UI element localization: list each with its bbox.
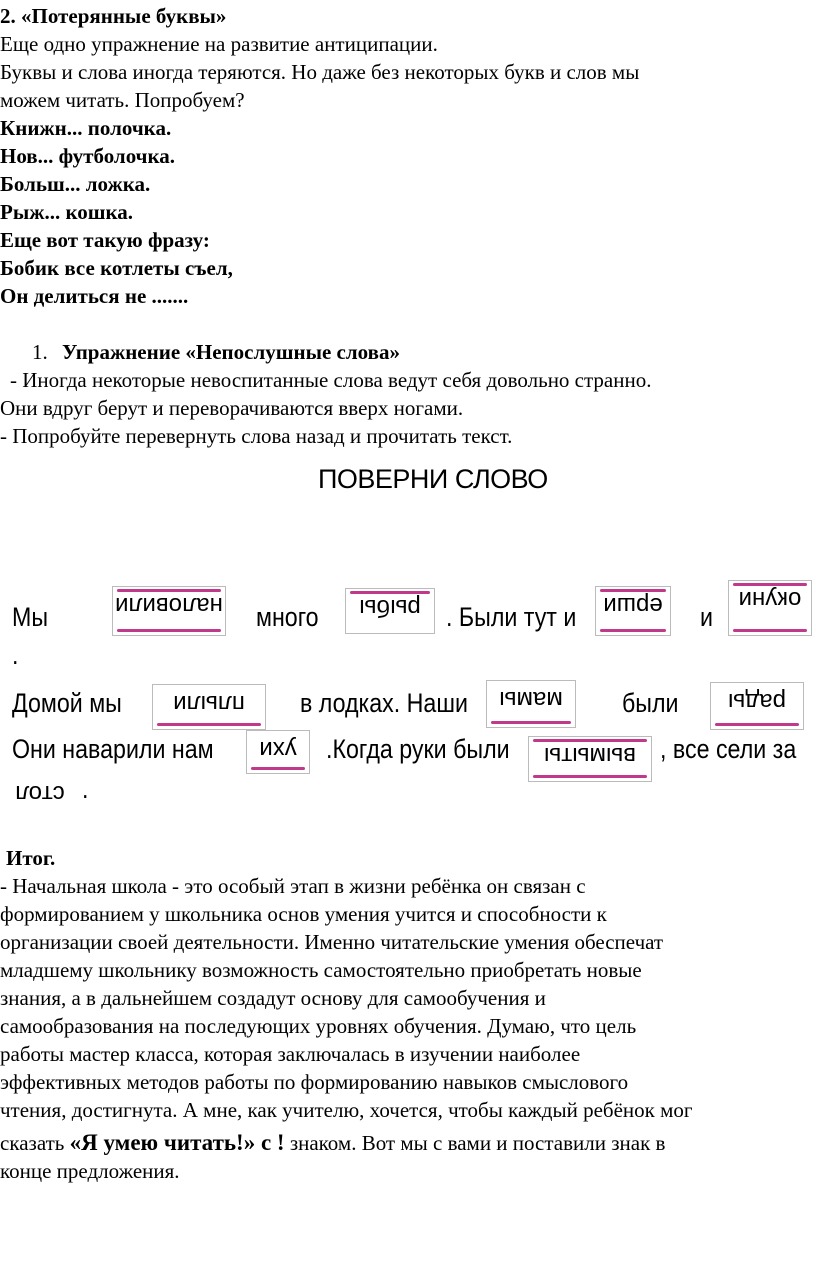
worksheet-text: . <box>82 774 89 804</box>
section-heading-naughty-words: Упражнение «Непослушные слова» <box>62 340 400 364</box>
paragraph: - Попробуйте перевернуть слова назад и прочитать текст. <box>0 424 513 448</box>
paragraph: младшему школьнику возможность самостоятельно приобретать новые <box>0 958 642 982</box>
word-card <box>112 586 226 636</box>
flipped-word: окуни <box>738 586 802 613</box>
exercise-item: Нов... футболочка. <box>0 144 176 168</box>
paragraph <box>0 1129 665 1157</box>
paragraph: - Иногда некоторые невоспитанные слова ведут себя довольно странно. <box>10 368 652 392</box>
paragraph: можем читать. Попробуем? <box>0 88 245 112</box>
flipped-word: рады <box>728 688 786 715</box>
paragraph: формированием у школьника основ умения учится и способности к <box>0 902 607 926</box>
exercise-item: Больш... ложка. <box>0 172 151 196</box>
exercise-item: Бобик все котлеты съел, <box>0 256 233 280</box>
worksheet-text: Они наварили нам <box>12 734 214 764</box>
flipped-word: вымыты <box>544 742 636 769</box>
text-span: знаком. Вот мы с вами и поставили знак в <box>284 1131 666 1155</box>
flipped-word: ухи <box>259 736 297 763</box>
exercise-item: Книжн... полочка. <box>0 116 172 140</box>
flipped-word: ерши <box>603 592 663 619</box>
worksheet-image <box>0 456 816 816</box>
paragraph: работы мастер класса, которая заключалась в изучении наиболее <box>0 1042 581 1066</box>
word-card <box>728 580 812 636</box>
paragraph: организации своей деятельности. Именно читательские умения обеспечат <box>0 930 664 954</box>
worksheet-text: и <box>700 602 713 632</box>
paragraph: эффективных методов работы по формированию навыков смыслового <box>0 1070 629 1094</box>
word-card <box>528 736 652 782</box>
section-heading-summary: Итог. <box>6 846 56 870</box>
word-card <box>710 682 804 730</box>
worksheet-text: Мы <box>12 602 49 632</box>
list-number: 1. <box>32 340 48 364</box>
worksheet-text: Домой мы <box>12 688 122 718</box>
paragraph: самообразования на последующих уровнях обучения. Думаю, что цель <box>0 1014 637 1038</box>
flipped-word: рыбы <box>359 594 421 621</box>
flipped-word: мамы <box>499 686 563 713</box>
paragraph: конце предложения. <box>0 1159 180 1183</box>
word-card <box>345 588 435 634</box>
flipped-word: плыли <box>173 690 245 717</box>
word-card <box>246 730 310 774</box>
paragraph: Они вдруг берут и переворачиваются вверх ногами. <box>0 396 464 420</box>
word-card <box>152 684 266 730</box>
worksheet-title: ПОВЕРНИ СЛОВО <box>318 464 548 494</box>
section-heading-lost-letters: 2. «Потерянные буквы» <box>0 4 227 28</box>
flipped-word: наловили <box>115 592 223 619</box>
flipped-word: стол <box>15 780 65 807</box>
worksheet-text: , все сели за <box>660 734 797 764</box>
worksheet-text: . Были тут и <box>446 602 577 632</box>
exercise-item: Он делиться не ....... <box>0 284 189 308</box>
paragraph: - Начальная школа - это особый этап в жизни ребёнка он связан с <box>0 874 586 898</box>
word-card <box>486 680 576 728</box>
exercise-item: Еще вот такую фразу: <box>0 228 210 252</box>
worksheet-text: много <box>256 602 319 632</box>
worksheet-text: .Когда руки были <box>326 734 510 764</box>
worksheet-text: были <box>622 688 679 718</box>
exercise-item: Рыж... кошка. <box>0 200 134 224</box>
text-span: сказать <box>0 1131 70 1155</box>
emphasis-phrase: «Я умею читать!» с ! <box>69 1130 285 1155</box>
paragraph: Буквы и слова иногда теряются. Но даже без некоторых букв и слов мы <box>0 60 640 84</box>
worksheet-text: . <box>12 640 19 670</box>
paragraph: чтения, достигнута. А мне, как учителю, хочется, чтобы каждый ребёнок мог <box>0 1098 693 1122</box>
paragraph: Еще одно упражнение на развитие антиципации. <box>0 32 438 56</box>
paragraph: знания, а в дальнейшем создадут основу для самообучения и <box>0 986 546 1010</box>
worksheet-text: в лодках. Наши <box>300 688 468 718</box>
word-card <box>595 586 671 636</box>
word-card <box>6 772 74 814</box>
